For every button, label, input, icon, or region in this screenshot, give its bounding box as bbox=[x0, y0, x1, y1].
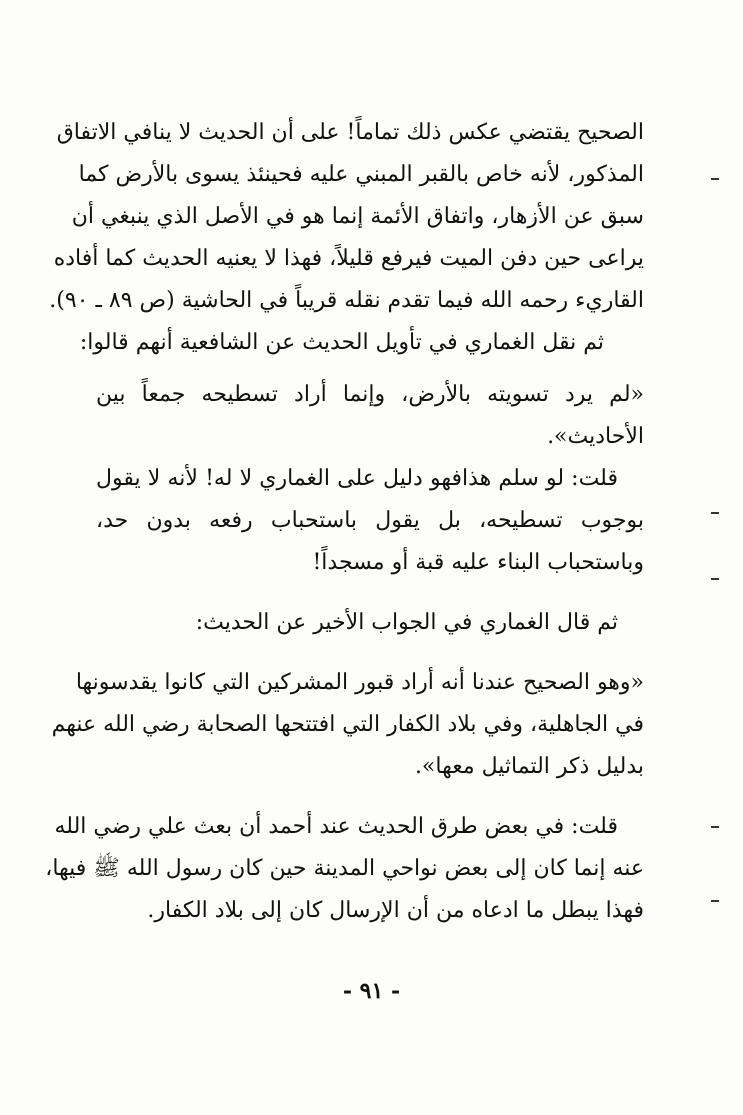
text-line: فهذا يبطل ما ادعاه من أن الإرسال كان إلى بلاد الكفار. bbox=[147, 898, 644, 923]
text-line: الصحيح يقتضي عكس ذلك تماماً! على أن الحديث لا ينافي الاتفاق bbox=[56, 120, 644, 145]
quote-line: «لم يرد تسويته بالأرض، وإنما أراد تسطيحه جمعاً بين bbox=[96, 382, 644, 407]
text-line: بوجوب تسطيحه، بل يقول باستحباب رفعه بدون حد، bbox=[96, 508, 644, 533]
text-line: سبق عن الأزهار، واتفاق الأئمة إنما هو في الأصل الذي ينبغي أن bbox=[71, 204, 644, 229]
text-line: ثم قال الغماري في الجواب الأخير عن الحديث: bbox=[195, 610, 618, 635]
margin-mark bbox=[711, 578, 719, 580]
text-line: وباستحباب البناء عليه قبة أو مسجداً! bbox=[312, 550, 644, 575]
quote-line: «وهو الصحيح عندنا أنه أراد قبور المشركين التي كانوا يقدسونها bbox=[75, 670, 644, 695]
margin-mark bbox=[711, 178, 719, 180]
text-line: القاريء رحمه الله فيما تقدم نقله قريباً في الحاشية (ص ٨٩ ـ ٩٠). bbox=[49, 288, 644, 313]
text-line: قلت: لو سلم هذافهو دليل على الغماري لا له! لأنه لا يقول bbox=[96, 466, 618, 491]
text-line: ثم نقل الغماري في تأويل الحديث عن الشافعية أنهم قالوا: bbox=[79, 330, 604, 355]
margin-mark bbox=[711, 826, 719, 828]
quote-line: بدليل ذكر التماثيل معها». bbox=[414, 754, 644, 779]
page-body bbox=[45, 112, 644, 932]
text-line: المذكور، لأنه خاص بالقبر المبني عليه فحينئذ يسوى بالأرض كما bbox=[78, 162, 644, 187]
margin-mark bbox=[711, 512, 719, 514]
text-line: قلت: في بعض طرق الحديث عند أحمد أن بعث علي رضي الله bbox=[54, 814, 618, 839]
quote-line: في الجاهلية، وفي بلاد الكفار التي افتتحها الصحابة رضي الله عنهم bbox=[51, 712, 644, 737]
margin-mark bbox=[711, 900, 719, 902]
page-number: - ٩١ - bbox=[342, 978, 401, 1004]
text-line: عنه إنما كان إلى بعض نواحي المدينة حين كان رسول الله ﷺ فيها، bbox=[45, 856, 644, 881]
text-line: يراعى حين دفن الميت فيرفع قليلاً، فهذا لا يعنيه الحديث كما أفاده bbox=[53, 246, 644, 271]
quote-line: الأحاديث». bbox=[547, 424, 644, 449]
